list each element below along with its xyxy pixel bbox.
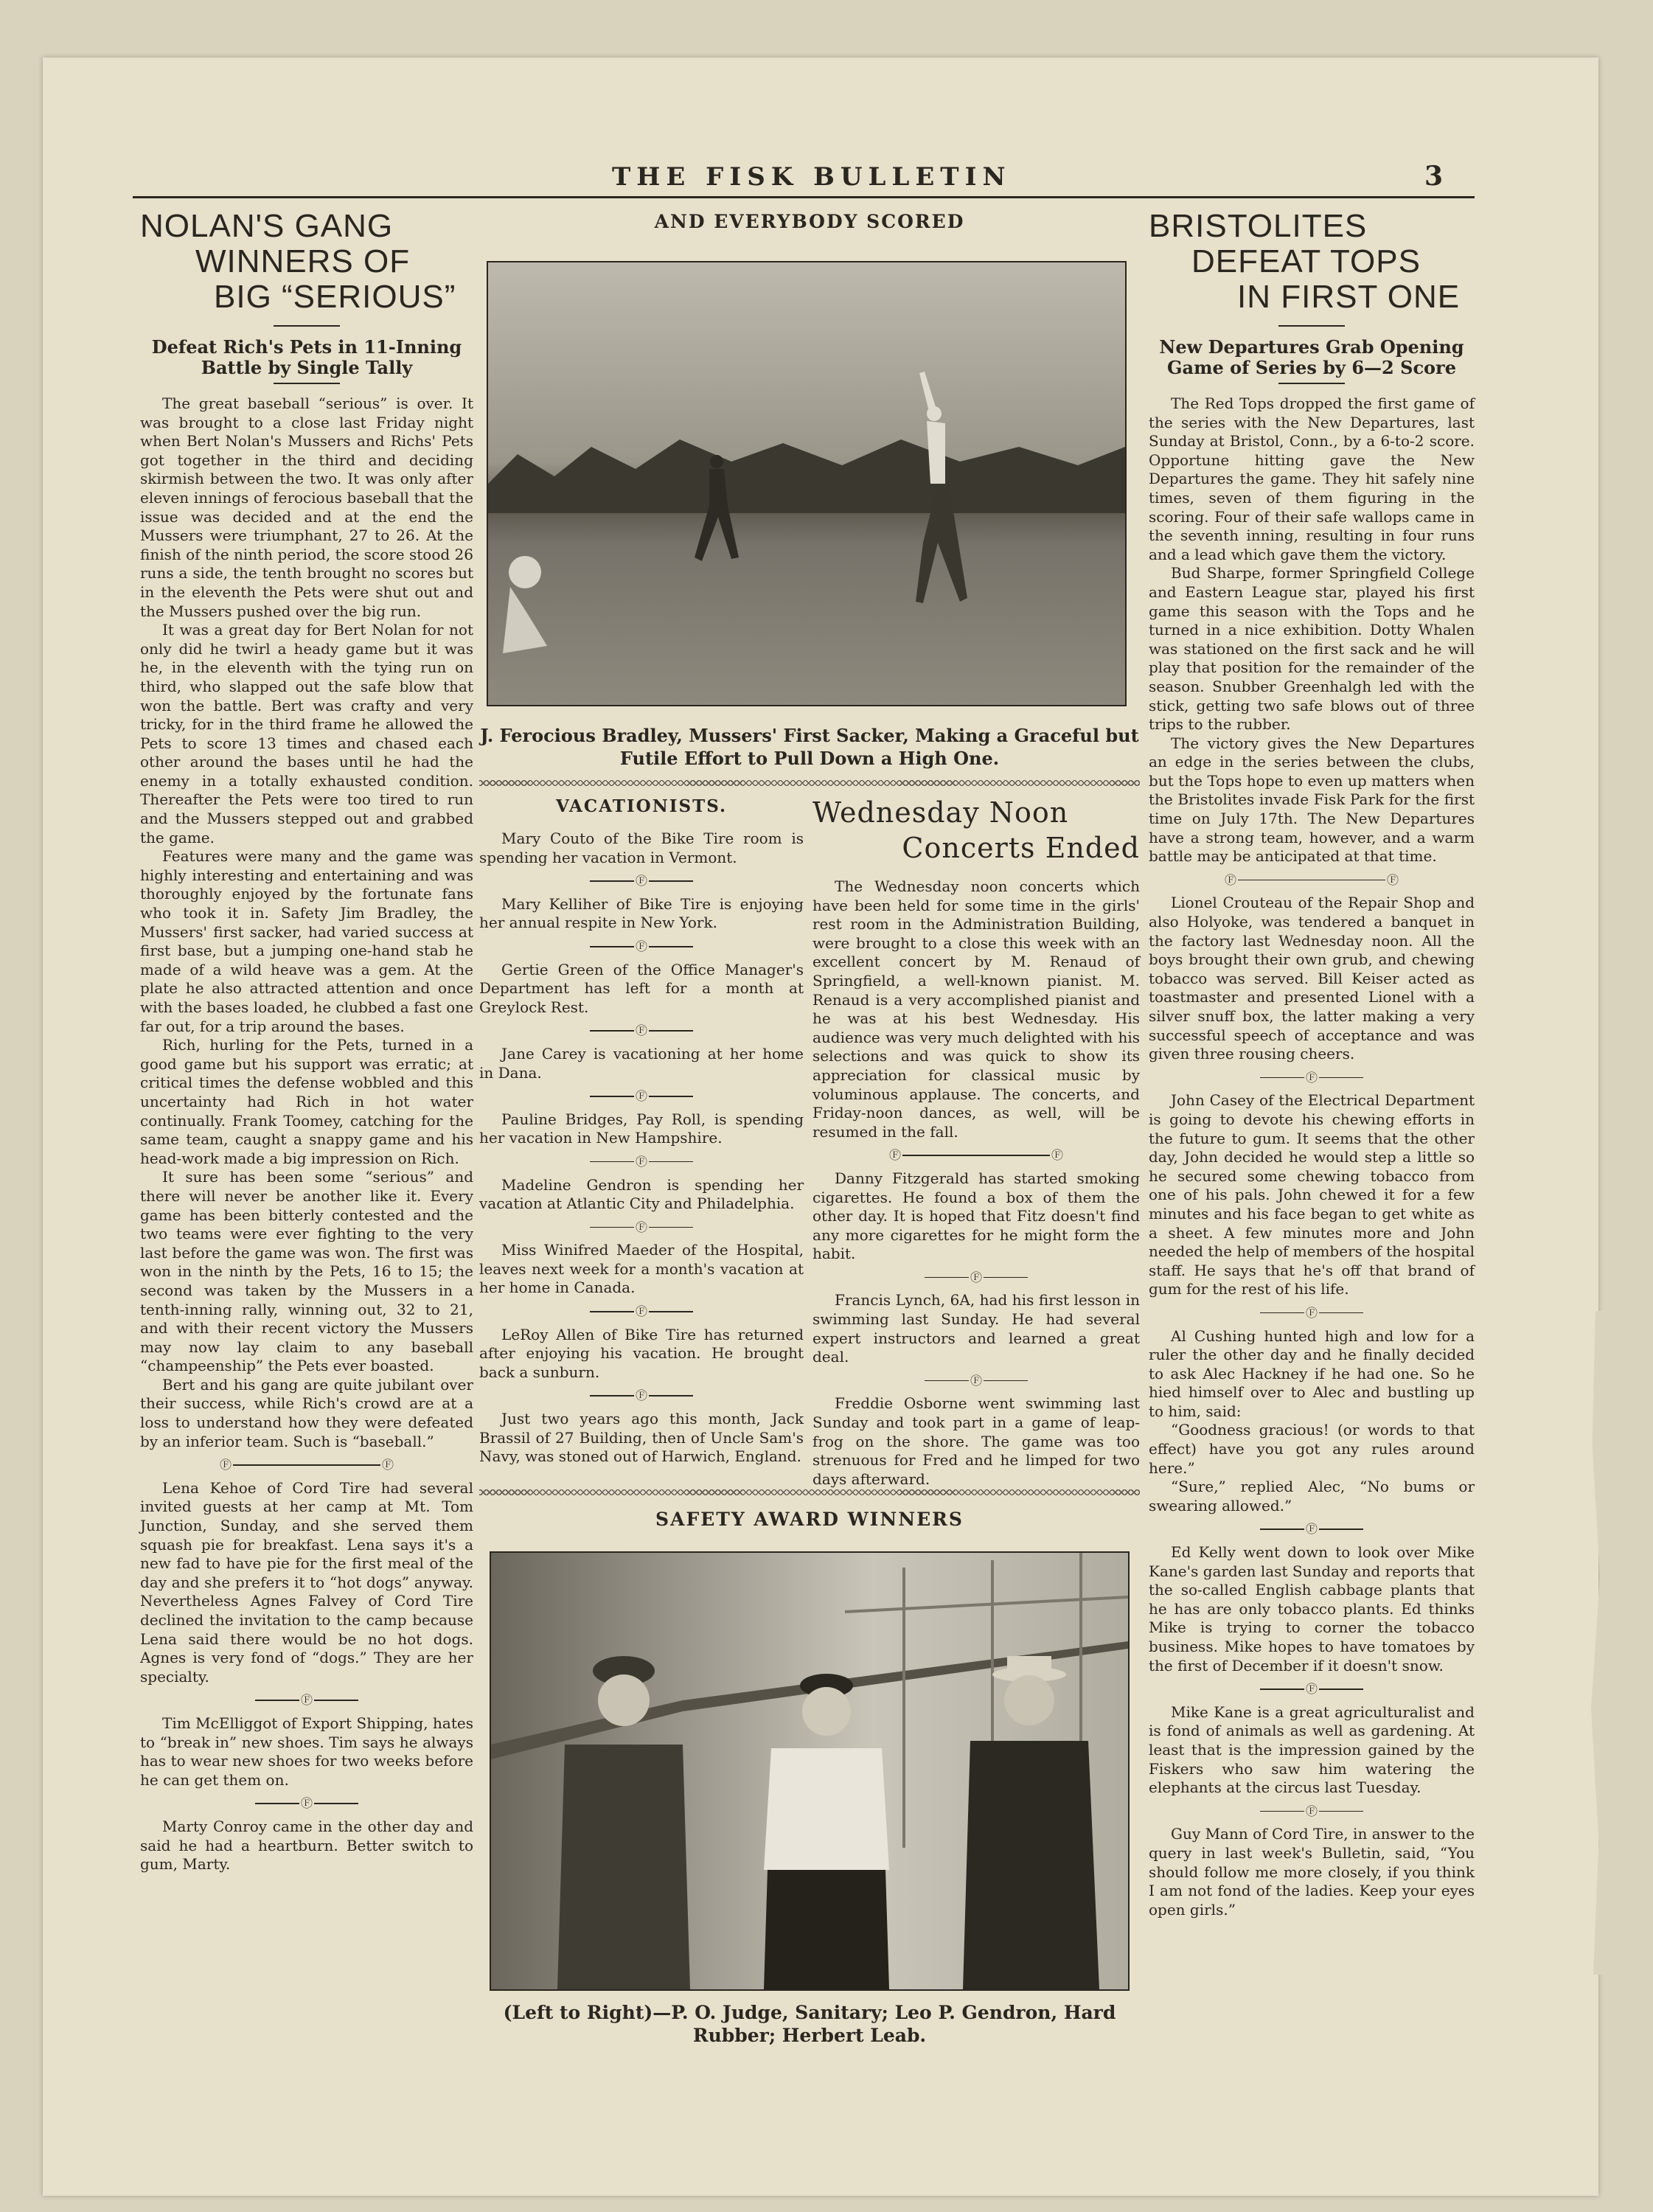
headline-line: Wednesday Noon bbox=[812, 796, 1069, 829]
news-item: Lena Kehoe of Cord Tire had several invited guests at her camp at Mt. Tom Junction, Sunday, and she served them squash pie for breakfast. Lena says it's a new fad to have pie for the first meal of the day and she prefers it to “hot dogs” anyway. Nevertheless Agnes Falvey of Cord Tire declined the invitation to the camp because Lena said there would be no hot dogs. Agnes is very fond of “dogs.” They are her specialty. bbox=[140, 1478, 473, 1686]
fisk-emblem-icon: Ⓕ bbox=[1305, 1804, 1318, 1818]
paragraph: The Wednesday noon concerts which have been held for some time in the girls' rest room in the Administration Building, were brought to a close this week with an excellent concert by M. Renaud of Springfield, a well-known pianist. M. Renaud is a very accomplished pianist and he was at his best Wednesday. His audience was very much delighted with his selections and was quick to show its appreciation for classical music by voluminous applause. The concerts, and Friday-noon dances, as well, will be resumed in the fall. bbox=[812, 877, 1140, 1141]
fisk-emblem-icon: Ⓕ bbox=[300, 1796, 313, 1811]
news-item: “Sure,” replied Alec, “No bums or swearing allowed.” bbox=[1149, 1478, 1475, 1514]
wavy-divider bbox=[479, 1489, 1140, 1495]
headline-line: IN FIRST ONE bbox=[1237, 279, 1461, 315]
fisk-emblem-icon: Ⓕ bbox=[1305, 1682, 1318, 1697]
news-item: Guy Mann of Cord Tire, in answer to the query in last week's Bulletin, said, “You should follow me more closely, if you think I am not fond of the ladies. Keep your eyes open girls.” bbox=[1149, 1825, 1475, 1919]
separator bbox=[1149, 1802, 1475, 1821]
fisk-emblem-icon: Ⓕ bbox=[635, 1089, 647, 1104]
right-article bbox=[1149, 209, 1475, 1919]
vacation-item: LeRoy Allen of Bike Tire has returned after enjoying his vacation. He brought back a sunburn. bbox=[479, 1325, 804, 1381]
left-article-body bbox=[140, 394, 473, 1874]
headline-line: WINNERS OF bbox=[195, 243, 411, 279]
separator bbox=[479, 937, 804, 956]
divider bbox=[1278, 325, 1345, 327]
fisk-emblem-icon: Ⓕ bbox=[1305, 1070, 1318, 1085]
fisk-emblem-icon: Ⓕ bbox=[1305, 1305, 1318, 1320]
paragraph: The great baseball “serious” is over. It was brought to a close last Friday night when Bert Nolan's Mussers and Richs' Pets got together in the third and deciding skirmish between the two. It was only after eleven innings of ferocious baseball that the issue was decided and at the end the Mussers were triumphant, 27 to 26. At the finish of the ninth period, the score stood 26 runs a side, the tenth brought no scores but in the eleventh the Pets were shut out and the Mussers pushed over the big run. bbox=[140, 394, 473, 620]
news-item: Lionel Crouteau of the Repair Shop and also Holyoke, was tendered a banquet in the factory last Wednesday noon. All the boys brought their own grub, and chewing tobacco was served. Bill Keiser acted as toastmaster and presented Lionel with a silver snuff box, the latter making a very successful speech of acceptance and was given three rousing cheers. bbox=[1149, 894, 1475, 1063]
vacation-item: Mary Kelliher of Bike Tire is enjoying her annual respite in New York. bbox=[479, 894, 804, 932]
baseball-scene-image bbox=[488, 262, 1125, 705]
separator bbox=[140, 1794, 473, 1813]
headline-line: DEFEAT TOPS bbox=[1191, 243, 1421, 279]
headline-line: BRISTOLITES bbox=[1149, 208, 1368, 244]
concerts-body bbox=[812, 877, 1140, 1489]
separator bbox=[1149, 871, 1475, 890]
photo1-title: AND EVERYBODY SCORED bbox=[654, 211, 965, 232]
separator bbox=[479, 1302, 804, 1321]
separator bbox=[1149, 1304, 1475, 1323]
fisk-emblem-icon: Ⓕ bbox=[635, 1023, 647, 1038]
news-item: Mike Kane is a great agriculturalist and is fond of animals as well as gardening. At least that is the impression gained by the Fiskers who saw him watering the elephants at the circus last Tuesday. bbox=[1149, 1703, 1475, 1797]
fisk-emblem-icon: Ⓕ bbox=[1051, 1148, 1064, 1163]
fisk-emblem-icon: Ⓕ bbox=[635, 1388, 647, 1403]
right-subhead: New Departures Grab Opening Game of Series by 6—2 Score bbox=[1159, 336, 1464, 378]
fisk-emblem-icon: Ⓕ bbox=[888, 1148, 901, 1163]
headline-line: Concerts Ended bbox=[902, 832, 1140, 864]
separator bbox=[479, 872, 804, 891]
left-article bbox=[140, 209, 473, 1874]
photo1-caption: J. Ferocious Bradley, Mussers' First Sacker, Making a Graceful but Futile Effort to Pull Down a High One. bbox=[480, 725, 1139, 769]
fisk-emblem-icon: Ⓕ bbox=[635, 939, 647, 953]
paragraph: It sure has been some “serious” and there will never be another like it. Every game has been bitterly contested and the two teams were ever fighting to the very last before the game was won. The first was won in the ninth by the Pets, 16 to 15; the second was taken by the Mussers in a tenth-inning rally, winning out, 32 to 21, and with their recent victory the Mussers may now lay claim to any baseball “champeenship” the Pets ever boasted. bbox=[140, 1168, 473, 1375]
separator bbox=[479, 1021, 804, 1040]
right-article-body bbox=[1149, 394, 1475, 1919]
separator bbox=[812, 1268, 1140, 1287]
news-item: “Goodness gracious! (or words to that effect) have you got any rules around here.” bbox=[1149, 1421, 1475, 1477]
vacation-item: Miss Winifred Maeder of the Hospital, leaves next week for a month's vacation at her home in Canada. bbox=[479, 1241, 804, 1297]
separator bbox=[479, 1087, 804, 1106]
separator bbox=[812, 1146, 1140, 1165]
vacation-item: Madeline Gendron is spending her vacation at Atlantic City and Philadelphia. bbox=[479, 1175, 804, 1213]
fisk-emblem-icon: Ⓕ bbox=[300, 1693, 313, 1708]
fisk-emblem-icon: Ⓕ bbox=[635, 1304, 647, 1319]
paragraph: Bert and his gang are quite jubilant over their success, while Rich's crowd are at a loss to understand how they were defeated by an inferior team. Such is “baseball.” bbox=[140, 1375, 473, 1450]
left-headline bbox=[140, 209, 473, 315]
fisk-emblem-icon: Ⓕ bbox=[382, 1458, 394, 1472]
news-item: Marty Conroy came in the other day and said he had a heartburn. Better switch to gum, Marty. bbox=[140, 1817, 473, 1874]
divider bbox=[1278, 383, 1345, 384]
fisk-emblem-icon: Ⓕ bbox=[1305, 1522, 1318, 1537]
separator bbox=[1149, 1680, 1475, 1699]
fisk-emblem-icon: Ⓕ bbox=[1224, 872, 1236, 887]
person-middle bbox=[764, 1674, 889, 1989]
fisk-emblem-icon: Ⓕ bbox=[970, 1373, 982, 1388]
paragraph: Features were many and the game was highly interesting and entertaining and was thoroughly enjoyed by the fortunate fans who took it in. Safety Jim Bradley, the Mussers' first sacker, had varied success at first base, but a jumping one-hand stab he made of a wild heave was a gem. At the plate he also attracted attention and once with the bases loaded, he clubbed a fast one far out, for a trip around the bases. bbox=[140, 847, 473, 1035]
concerts-headline bbox=[812, 795, 1140, 866]
vacation-item: Just two years ago this month, Jack Brassil of 27 Building, then of Uncle Sam's Navy, was stoned out of Harwich, England. bbox=[479, 1410, 804, 1466]
vacationists-title: VACATIONISTS. bbox=[555, 796, 727, 816]
baseball-photo bbox=[487, 261, 1127, 706]
vacation-item: Pauline Bridges, Pay Roll, is spending her vacation in New Hampshire. bbox=[479, 1110, 804, 1147]
separator bbox=[140, 1691, 473, 1710]
photo2-caption: (Left to Right)—P. O. Judge, Sanitary; Leo P. Gendron, Hard Rubber; Herbert Leab. bbox=[503, 2002, 1116, 2046]
vacation-item: Gertie Green of the Office Manager's Department has left for a month at Greylock Rest. bbox=[479, 960, 804, 1016]
award-winners-image bbox=[491, 1553, 1128, 1989]
headline-line: NOLAN'S GANG bbox=[140, 208, 394, 244]
fisk-emblem-icon: Ⓕ bbox=[970, 1270, 982, 1284]
divider bbox=[274, 383, 340, 384]
fisk-emblem-icon: Ⓕ bbox=[635, 1220, 647, 1234]
divider bbox=[274, 325, 340, 327]
person-right bbox=[963, 1656, 1099, 1989]
masthead-title: THE FISK BULLETIN bbox=[612, 162, 1012, 192]
headline-line: BIG “SERIOUS” bbox=[214, 279, 456, 315]
vacation-item: Jane Carey is vacationing at her home in Dana. bbox=[479, 1044, 804, 1082]
separator bbox=[479, 1152, 804, 1172]
fisk-emblem-icon: Ⓕ bbox=[1387, 872, 1399, 887]
news-item: John Casey of the Electrical Department is going to devote his chewing efforts in the future to gum. It seems that the other day, John decided he would step a little so he secured some chewing tobacco from one of his pals. John chewed it for a few minutes and his face began to get white as a sheet. A few minutes more and John needed the help of members of the hospital staff. He says that he's off that brand of gum for the rest of his life. bbox=[1149, 1091, 1475, 1298]
left-subhead: Defeat Rich's Pets in 11-Inning Battle by Single Tally bbox=[151, 336, 462, 378]
paragraph: The Red Tops dropped the first game of the series with the New Departures, last Sunday at Bristol, Conn., by a 6-to-2 score. Opportune hitting gave the New Departures the game. They hit safely nine times, seven of them figuring in the scoring. Four of their safe wallops came in the seventh inning, resulting in four runs and a lead which gave them the victory. bbox=[1149, 394, 1475, 563]
separator bbox=[812, 1371, 1140, 1391]
news-item: Danny Fitzgerald has started smoking cigarettes. He found a box of them the other day. It is hoped that Fitz doesn't find any more cigarettes for he might form the habit. bbox=[812, 1169, 1140, 1263]
separator bbox=[1149, 1068, 1475, 1088]
fisk-emblem-icon: Ⓕ bbox=[635, 1154, 647, 1169]
paragraph: Rich, hurling for the Pets, turned in a good game but his support was erratic; at critical times the defense wobbled and this uncertainty had Rich in hot water continually. Frank Toomey, catching for the same team, caught a snappy game and his head-work made a big impression on Rich. bbox=[140, 1036, 473, 1167]
masthead-rule bbox=[133, 196, 1475, 198]
separator bbox=[479, 1218, 804, 1237]
photo2-title: SAFETY AWARD WINNERS bbox=[655, 1509, 964, 1530]
safety-award-photo bbox=[490, 1551, 1130, 1991]
fisk-emblem-icon: Ⓕ bbox=[219, 1458, 232, 1472]
fisk-emblem-icon: Ⓕ bbox=[635, 874, 647, 888]
news-item: Freddie Osborne went swimming last Sunday and took part in a game of leap-frog on the shore. The game was too strenuous for Fred and he limped for two days afterward. bbox=[812, 1394, 1140, 1488]
page-number: 3 bbox=[1424, 161, 1444, 192]
separator bbox=[479, 1386, 804, 1405]
news-item: Ed Kelly went down to look over Mike Kane's garden last Sunday and reports that the so-called English cabbage plants that he has are only tobacco plants. Ed thinks Mike is trying to corner the tobacco business. Mike hopes to have tomatoes by the first of December if it doesn't snow. bbox=[1149, 1543, 1475, 1674]
vacationists-list bbox=[479, 830, 804, 1467]
vacationists-column bbox=[479, 796, 804, 1467]
right-headline bbox=[1149, 209, 1475, 315]
news-item: Al Cushing hunted high and low for a ruler the other day and he finally decided to ask Alec Hackney if he had one. So he hied himself over to Alec and bustling up to him, said: bbox=[1149, 1326, 1475, 1420]
news-item: Francis Lynch, 6A, had his first lesson in swimming last Sunday. He had several expert instructors and learned a great deal. bbox=[812, 1291, 1140, 1366]
paragraph: It was a great day for Bert Nolan for not only did he twirl a heady game but it was he, in the eleventh with the tying run on third, who slapped out the safe blow that won the battle. Bert was crafty and very tricky, for in the third frame he allowed the Pets to score 13 times and chased each other around the bases until he had the enemy in a totally exhausted condition. Thereafter the Pets were too tired to run and the Mussers stepped out and grabbed the game. bbox=[140, 621, 473, 846]
concerts-column bbox=[812, 795, 1140, 1489]
paragraph: Bud Sharpe, former Springfield College and Eastern League star, played his first game this season with the Tops and he turned in a nice exhibition. Dotty Whalen was stationed on the first sack and he will play that position for the remainder of the season. Snubber Greenhalgh led with the stick, getting two safe blows out of three trips to the rubber. bbox=[1149, 564, 1475, 734]
paragraph: The victory gives the New Departures an edge in the series between the clubs, but the Tops hope to even up matters when the Bristolites invade Fisk Park for the first time on July 17th. The New Departures have a strong team, however, and a warm battle may be anticipated at that time. bbox=[1149, 734, 1475, 866]
news-item: Tim McElliggot of Export Shipping, hates to “break in” new shoes. Tim says he always has to wear new shoes for two weeks before he can get them on. bbox=[140, 1714, 473, 1789]
wavy-divider bbox=[479, 780, 1140, 786]
separator bbox=[140, 1455, 473, 1475]
vacation-item: Mary Couto of the Bike Tire room is spending her vacation in Vermont. bbox=[479, 830, 804, 866]
separator bbox=[1149, 1520, 1475, 1539]
